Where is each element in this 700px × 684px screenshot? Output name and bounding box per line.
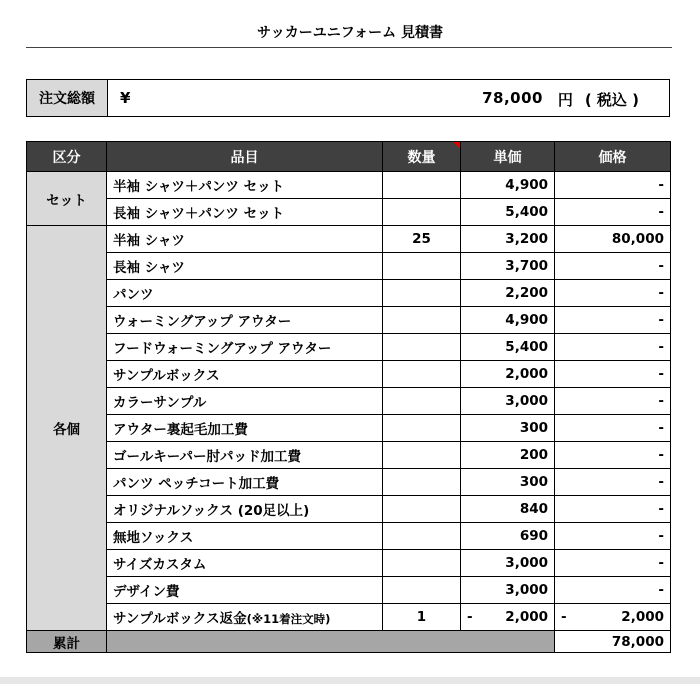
price-cell[interactable]: - xyxy=(555,577,671,604)
table-header-row xyxy=(27,142,671,172)
table-row xyxy=(27,226,671,253)
header-unit-price[interactable]: 単価 xyxy=(461,142,555,172)
item-name-cell[interactable]: 長袖 シャツ＋パンツ セット xyxy=(107,199,383,226)
table-row xyxy=(27,280,671,307)
quantity-cell[interactable] xyxy=(383,388,461,415)
negative-sign: - xyxy=(561,609,567,625)
item-name-cell[interactable]: フードウォーミングアップ アウター xyxy=(107,334,383,361)
quantity-cell[interactable] xyxy=(383,361,461,388)
header-category[interactable]: 区分 xyxy=(27,142,107,172)
item-name-cell[interactable]: サイズカスタム xyxy=(107,550,383,577)
category-cell[interactable]: 各個 xyxy=(27,226,107,631)
refund-price: 2,000 xyxy=(621,609,664,625)
unit-price-cell[interactable]: 4,900 xyxy=(461,172,555,199)
table-row xyxy=(27,361,671,388)
order-total-value-cell[interactable] xyxy=(108,80,669,116)
price-cell[interactable]: - xyxy=(555,550,671,577)
unit-price-cell[interactable]: 4,900 xyxy=(461,307,555,334)
table-row xyxy=(27,415,671,442)
quantity-cell[interactable] xyxy=(383,334,461,361)
page-title: サッカーユニフォーム 見積書 xyxy=(257,25,443,41)
quantity-cell[interactable] xyxy=(383,307,461,334)
order-total-box xyxy=(26,79,670,117)
quantity-cell[interactable] xyxy=(383,442,461,469)
unit-price-cell[interactable]: 2,000 xyxy=(461,361,555,388)
tax-note: ( 税込 ) xyxy=(584,91,639,109)
table-row xyxy=(27,253,671,280)
table-row xyxy=(27,523,671,550)
quantity-cell[interactable] xyxy=(383,280,461,307)
table-row xyxy=(27,469,671,496)
quantity-cell[interactable] xyxy=(383,415,461,442)
currency-symbol: ¥ xyxy=(120,89,131,107)
table-total-row xyxy=(27,631,671,653)
item-name-cell[interactable]: ウォーミングアップ アウター xyxy=(107,307,383,334)
quantity-cell[interactable] xyxy=(383,496,461,523)
table-row xyxy=(27,496,671,523)
comment-indicator-icon[interactable] xyxy=(453,142,460,149)
price-cell[interactable]: - xyxy=(555,280,671,307)
header-quantity-label: 数量 xyxy=(407,149,436,166)
unit-price-cell[interactable]: 3,000 xyxy=(461,550,555,577)
sheet-bottom-strip xyxy=(0,677,700,684)
unit-price-cell[interactable]: 3,200 xyxy=(461,226,555,253)
unit-price-cell[interactable]: 3,000 xyxy=(461,388,555,415)
unit-price-cell[interactable]: 200 xyxy=(461,442,555,469)
unit-price-cell[interactable]: 300 xyxy=(461,469,555,496)
price-cell[interactable]: 80,000 xyxy=(555,226,671,253)
table-row xyxy=(27,550,671,577)
quantity-cell[interactable]: 1 xyxy=(383,604,461,631)
quantity-cell[interactable] xyxy=(383,577,461,604)
table-row-refund xyxy=(27,604,671,631)
quantity-cell[interactable] xyxy=(383,523,461,550)
item-name-cell[interactable]: サンプルボックス xyxy=(107,361,383,388)
item-name-cell[interactable]: デザイン費 xyxy=(107,577,383,604)
price-cell[interactable]: - xyxy=(555,307,671,334)
quantity-cell[interactable] xyxy=(383,469,461,496)
item-name-cell[interactable]: パンツ ペッチコート加工費 xyxy=(107,469,383,496)
header-item[interactable]: 品目 xyxy=(107,142,383,172)
title-divider xyxy=(26,47,672,48)
header-quantity[interactable] xyxy=(383,142,461,172)
item-name-cell[interactable]: 半袖 シャツ＋パンツ セット xyxy=(107,172,383,199)
table-row xyxy=(27,334,671,361)
total-blank-cell[interactable] xyxy=(107,631,555,653)
price-cell[interactable]: - xyxy=(555,361,671,388)
quantity-cell[interactable] xyxy=(383,550,461,577)
item-name-cell[interactable]: オリジナルソックス (20足以上) xyxy=(107,496,383,523)
order-total-unit-group xyxy=(558,89,639,110)
price-cell[interactable]: - xyxy=(555,469,671,496)
refund-item-note: (※11着注文時) xyxy=(246,612,331,626)
price-cell[interactable]: - xyxy=(555,253,671,280)
unit-price-cell[interactable]: 3,000 xyxy=(461,577,555,604)
table-row xyxy=(27,172,671,199)
order-total-amount: 78,000 xyxy=(482,89,543,107)
price-cell[interactable]: - xyxy=(555,199,671,226)
quantity-cell[interactable] xyxy=(383,253,461,280)
table-row xyxy=(27,577,671,604)
unit-price-cell[interactable]: 840 xyxy=(461,496,555,523)
item-name-cell[interactable]: ゴールキーパー肘パッド加工費 xyxy=(107,442,383,469)
table-row xyxy=(27,388,671,415)
unit-price-cell[interactable]: 2,200 xyxy=(461,280,555,307)
price-cell[interactable]: - xyxy=(555,415,671,442)
item-name-cell[interactable]: カラーサンプル xyxy=(107,388,383,415)
table-row xyxy=(27,199,671,226)
quantity-cell[interactable] xyxy=(383,172,461,199)
price-cell[interactable]: - xyxy=(555,388,671,415)
price-cell[interactable] xyxy=(555,604,671,631)
unit-price-cell[interactable]: 690 xyxy=(461,523,555,550)
item-name-cell[interactable]: パンツ xyxy=(107,280,383,307)
total-label-cell[interactable]: 累計 xyxy=(27,631,107,653)
unit-price-cell[interactable]: 5,400 xyxy=(461,199,555,226)
order-total-label: 注文総額 xyxy=(27,80,108,116)
quote-table xyxy=(26,141,671,653)
unit-price-cell[interactable] xyxy=(461,604,555,631)
item-name-cell[interactable]: 半袖 シャツ xyxy=(107,226,383,253)
order-total-unit: 円 xyxy=(557,91,573,109)
table-row xyxy=(27,307,671,334)
item-name-cell[interactable]: 無地ソックス xyxy=(107,523,383,550)
refund-unit-price: 2,000 xyxy=(505,609,548,625)
unit-price-cell[interactable]: 300 xyxy=(461,415,555,442)
category-cell[interactable]: セット xyxy=(27,172,107,226)
negative-sign: - xyxy=(467,609,473,625)
price-cell[interactable]: - xyxy=(555,442,671,469)
refund-item-label: サンプルボックス返金 xyxy=(113,611,247,627)
total-value-cell[interactable]: 78,000 xyxy=(555,631,671,653)
quantity-cell[interactable]: 25 xyxy=(383,226,461,253)
header-price[interactable]: 価格 xyxy=(555,142,671,172)
unit-price-cell[interactable]: 5,400 xyxy=(461,334,555,361)
item-name-cell[interactable] xyxy=(107,604,383,631)
price-cell[interactable]: - xyxy=(555,334,671,361)
quantity-cell[interactable] xyxy=(383,199,461,226)
price-cell[interactable]: - xyxy=(555,172,671,199)
unit-price-cell[interactable]: 3,700 xyxy=(461,253,555,280)
price-cell[interactable]: - xyxy=(555,496,671,523)
price-cell[interactable]: - xyxy=(555,523,671,550)
item-name-cell[interactable]: アウター裏起毛加工費 xyxy=(107,415,383,442)
item-name-cell[interactable]: 長袖 シャツ xyxy=(107,253,383,280)
table-row xyxy=(27,442,671,469)
